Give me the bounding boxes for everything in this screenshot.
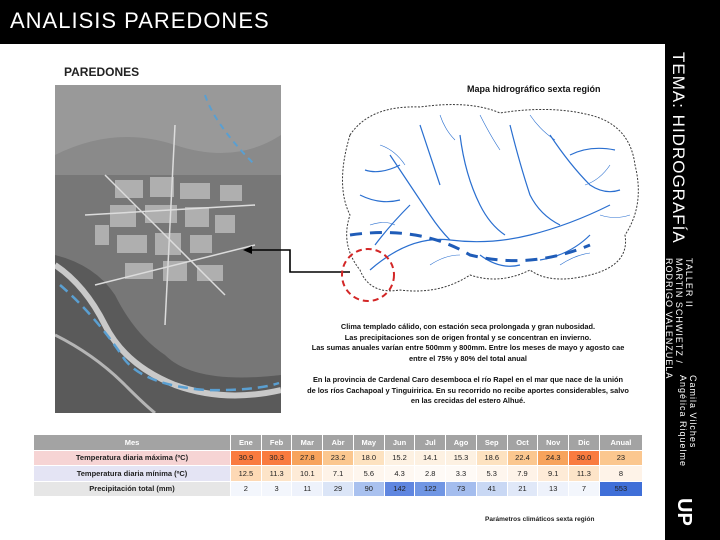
table-cell: 11.3 [569, 466, 600, 482]
province-line-3: en las crecidas del estero Alhué. [410, 396, 526, 405]
author-1: Camila Vilches [688, 375, 698, 449]
authors [678, 375, 698, 467]
table-cell: 7.9 [507, 466, 538, 482]
table-cell: 18.0 [353, 450, 384, 466]
table-cell: 30.0 [569, 450, 600, 466]
col-header: Mes [34, 435, 231, 451]
col-header: Ene [231, 435, 262, 451]
table-row [34, 466, 643, 482]
col-header: Feb [261, 435, 292, 451]
table-cell: 3.3 [446, 466, 477, 482]
table-cell: 12.5 [231, 466, 262, 482]
table-cell: 18.6 [476, 450, 507, 466]
table-cell: 30.3 [261, 450, 292, 466]
row-label: Temperatura diaria mínima (ºC) [34, 466, 231, 482]
table-cell: 90 [353, 481, 384, 497]
table-cell: 15.2 [384, 450, 415, 466]
province-description [282, 375, 654, 407]
climate-table [33, 434, 643, 497]
table-cell: 7 [569, 481, 600, 497]
hydrographic-map [330, 95, 656, 317]
header-bar [0, 0, 720, 44]
slide-title: ANALISIS PAREDONES [10, 8, 270, 33]
col-header: Sep [476, 435, 507, 451]
table-cell: 23 [599, 450, 642, 466]
col-header: Abr [323, 435, 354, 451]
course-name: TALLER II [684, 258, 694, 308]
table-cell: 13 [538, 481, 569, 497]
table-cell: 11 [292, 481, 323, 497]
table-row [34, 481, 643, 497]
table-cell: 5.3 [476, 466, 507, 482]
map-title: Mapa hidrográfico sexta región [467, 84, 601, 94]
climate-line-3: Las sumas anuales varían entre 500mm y 800mm. Entre los meses de mayo y agosto cae [311, 343, 625, 352]
climate-line-2: Las precipitaciones son de origen frontal y se concentran en invierno. [344, 332, 592, 342]
course-info [664, 258, 694, 379]
university-logo: UP [673, 498, 695, 526]
col-header: May [353, 435, 384, 451]
province-line-2: de los ríos Cachapoal y Tinguiririca. En su recorrido no recibe aportes considerables, salvo [307, 385, 629, 395]
row-label: Precipitación total (mm) [34, 481, 231, 497]
col-header: Oct [507, 435, 538, 451]
table-caption: Parámetros climáticos sexta región [485, 516, 595, 523]
table-cell: 9.1 [538, 466, 569, 482]
table-cell: 73 [446, 481, 477, 497]
col-header: Jul [415, 435, 446, 451]
table-cell: 22.4 [507, 450, 538, 466]
table-cell: 2 [231, 481, 262, 497]
table-cell: 30.9 [231, 450, 262, 466]
table-cell: 11.3 [261, 466, 292, 482]
table-header-row [34, 435, 643, 451]
table-cell: 14.1 [415, 450, 446, 466]
col-header: Ago [446, 435, 477, 451]
table-cell: 5.6 [353, 466, 384, 482]
table-cell: 4.3 [384, 466, 415, 482]
table-cell: 142 [384, 481, 415, 497]
table-cell: 21 [507, 481, 538, 497]
author-2: Angélica Riquelme [678, 375, 688, 468]
table-row [34, 450, 643, 466]
table-cell: 2.8 [415, 466, 446, 482]
table-cell: 7.1 [323, 466, 354, 482]
col-header: Anual [599, 435, 642, 451]
climate-description [282, 322, 654, 364]
col-header: Dic [569, 435, 600, 451]
col-header: Mar [292, 435, 323, 451]
table-cell: 23.2 [323, 450, 354, 466]
table-cell: 3 [261, 481, 292, 497]
table-cell: 29 [323, 481, 354, 497]
table-cell: 122 [415, 481, 446, 497]
table-cell: 8 [599, 466, 642, 482]
table-cell: 15.3 [446, 450, 477, 466]
table-cell: 553 [599, 481, 642, 497]
climate-line-4: entre el 75% y 80% del total anual [409, 353, 527, 363]
col-header: Nov [538, 435, 569, 451]
col-header: Jun [384, 435, 415, 451]
province-line-1: En la provincia de Cardenal Caro desemboca el río Rapel en el mar que nace de la unión [312, 375, 624, 384]
teacher-2: RODRIGO VALENZUELA [664, 258, 674, 380]
climate-line-1: Clima templado cálido, con estación seca prolongada y gran nubosidad. [340, 322, 596, 331]
table-cell: 10.1 [292, 466, 323, 482]
teacher-1: MARTIN SCHWIETZ / [674, 258, 684, 364]
table-cell: 27.8 [292, 450, 323, 466]
table-cell: 41 [476, 481, 507, 497]
topic-label: TEMA: HIDROGRAFÍA [669, 52, 688, 244]
row-label: Temperatura diaria máxima (ºC) [34, 450, 231, 466]
section-title: PAREDONES [64, 65, 140, 79]
table-cell: 24.3 [538, 450, 569, 466]
